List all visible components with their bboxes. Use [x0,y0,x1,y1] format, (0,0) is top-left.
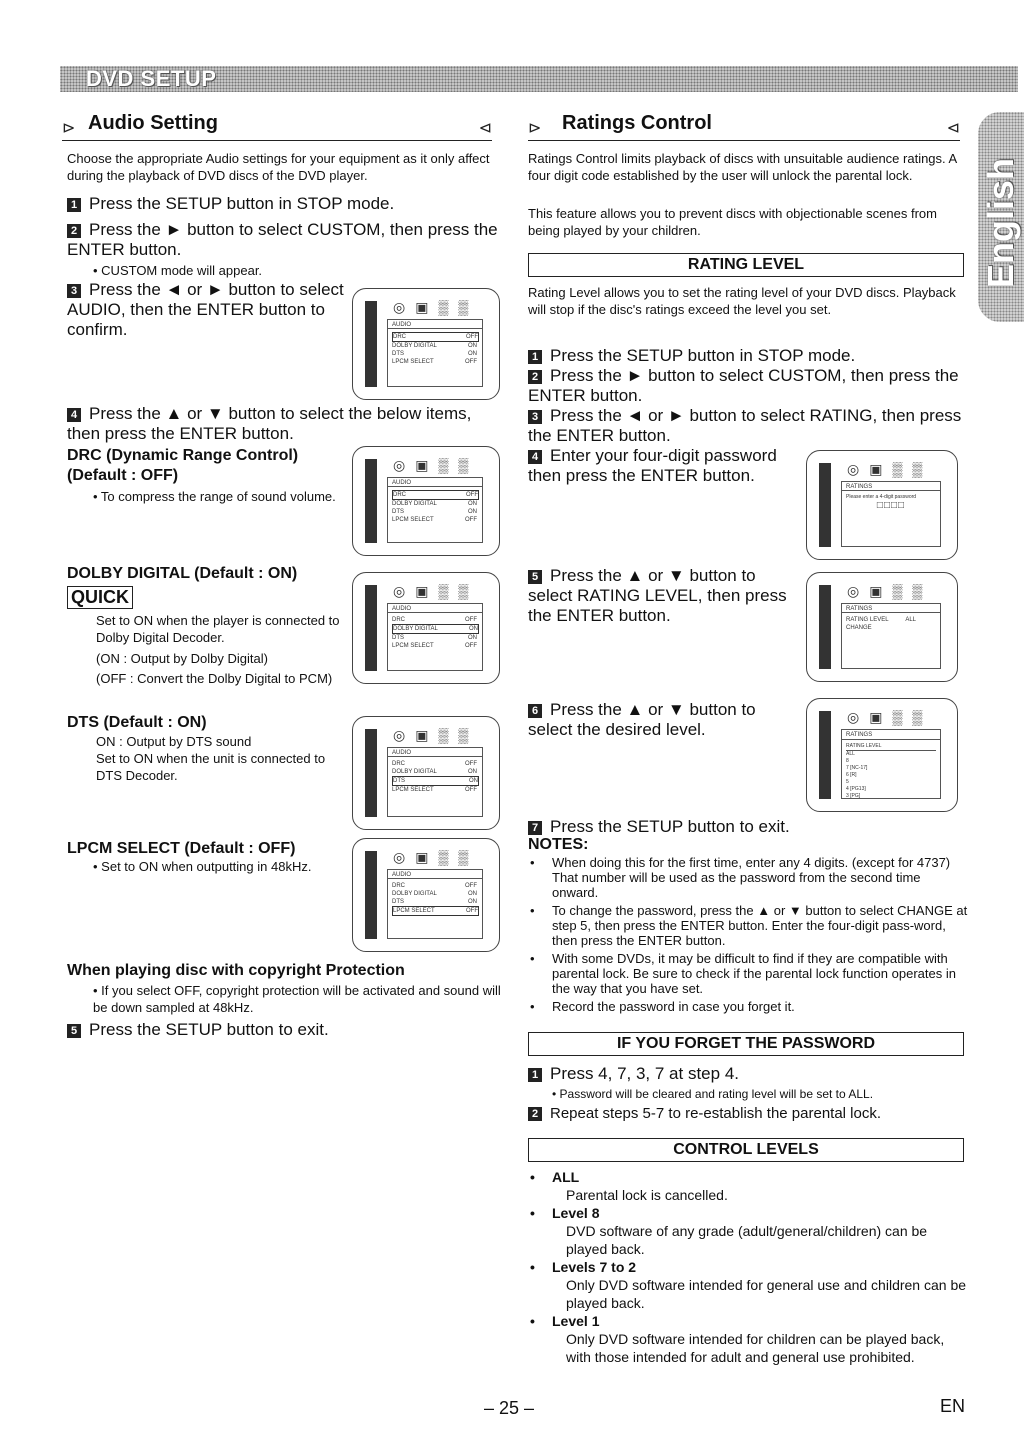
step-number-1: 1 [528,1068,542,1082]
screen-sidebar [819,711,831,799]
screen-audio-dts [352,716,500,830]
level-desc: Parental lock is cancelled. [566,1187,728,1203]
ratings-control-header [528,114,960,141]
step-number-2: 2 [528,1107,542,1121]
audio-menu: AUDIO DRC OFF DOLBY DIGITAL ON DTS ON LPCM SELECT OFF [387,869,483,939]
control-levels-list [528,1168,968,1366]
ratings-intro-2: This feature allows you to prevent discs with objectionable scenes from being played by your children. [528,206,937,238]
screen-sidebar [819,585,831,669]
audio-menu: AUDIO DRC OFF DOLBY DIGITAL ON DTS ON LPCM SELECT OFF [387,747,483,817]
audio-step-5: 5 Press the SETUP button to exit. [67,1020,329,1040]
drc-title: DRC (Dynamic Range Control) (Default : OFF) [67,447,299,484]
screen-rating-select [806,698,958,812]
language-tab [978,112,1024,322]
step-number-2: 2 [528,370,542,384]
menu-icons: ◎▣▒▒ [393,457,479,473]
rating-step-4: 4 Enter your four-digit password then press the ENTER button. [528,446,777,485]
arrow-right-icon: ⊲ [478,120,492,137]
ratings-control-title: Ratings Control [562,112,712,134]
audio-menu: AUDIO DRC OFF DOLBY DIGITAL ON DTS ON LPCM SELECT OFF [387,603,483,671]
rating-step-7: 7 Press the SETUP button to exit. [528,817,968,837]
step-number-3: 3 [67,284,81,298]
level-name: • Level 8 [528,1204,968,1222]
arrow-left-icon: ⊳ [62,120,76,137]
screen-sidebar [365,585,377,671]
forget-step-2: 2 Repeat steps 5-7 to re-establish the parental lock. [528,1105,881,1122]
screen-sidebar [365,729,377,817]
audio-setting-header [62,114,492,141]
screen-audio-1 [352,288,500,400]
ratings-intro-1: Ratings Control limits playback of discs with unsuitable audience ratings. A four digit code established by the user will unlock the parental lock. [528,151,957,183]
menu-icons: ◎▣▒▒ [393,849,479,865]
forget-password-heading: IF YOU FORGET THE PASSWORD [528,1032,964,1056]
note-item: • With some DVDs, it may be difficult to find if they are compatible with parental lock. Be sure to check if the parental lock function operates in the way that you have set. [528,951,968,996]
level-desc: Only DVD software intended for general use and children can be played back. [566,1277,967,1311]
control-levels-heading: CONTROL LEVELS [528,1138,964,1162]
dolby-text-3: (OFF : Convert the Dolby Digital to PCM) [96,671,333,686]
rating-step-3: 3 Press the ◄ or ► button to select RATING, then press the ENTER button. [528,406,962,445]
audio-step-2-note: • CUSTOM mode will appear. [93,263,263,278]
copyright-title: When playing disc with copyright Protection [67,962,405,979]
note-item: • When doing this for the first time, enter any 4 digits. (except for 4737) That number will be used as the password from the second time onward. [528,855,968,900]
audio-intro: Choose the appropriate Audio settings for your equipment as it only affect during the playback of DVD discs of the DVD player. [67,151,490,183]
rating-level-intro: Rating Level allows you to set the rating level of your DVD discs. Playback will stop if the disc's ratings exceed the level you set. [528,285,956,317]
dolby-text-1: Set to ON when the player is connected to Dolby Digital Decoder. [96,613,340,645]
step-number-4: 4 [67,408,81,422]
menu-icons: ◎▣▒▒ [393,727,479,743]
step-number-1: 1 [67,198,81,212]
level-name: • Levels 7 to 2 [528,1258,968,1276]
step-number-4: 4 [528,450,542,464]
step-number-2: 2 [67,224,81,238]
lpcm-title: LPCM SELECT (Default : OFF) [67,840,296,857]
screen-audio-dolby [352,572,500,684]
screen-rating-level [806,572,958,682]
audio-step-2: 2 Press the ► button to select CUSTOM, then press the ENTER button. [67,220,498,259]
audio-setting-title: Audio Setting [88,112,218,134]
screen-sidebar [819,463,831,547]
screen-sidebar [365,851,377,939]
rating-menu: RATINGS Please enter a 4-digit password □□□□ [841,481,941,547]
step-number-5: 5 [67,1024,81,1038]
menu-icons: ◎▣▒▒ [847,709,933,725]
copyright-note: • If you select OFF, copyright protection will be activated and sound will be down sampled at 48kHz. [93,983,501,1015]
arrow-right-icon: ⊲ [946,120,960,137]
dts-text-1: ON : Output by DTS sound [96,734,252,749]
language-code: EN [940,1396,966,1416]
step-number-1: 1 [528,350,542,364]
menu-icons: ◎▣▒▒ [393,299,479,315]
dolby-text-2: (ON : Output by Dolby Digital) [96,651,268,666]
level-desc: DVD software of any grade (adult/general/children) can be played back. [566,1223,928,1257]
note-item: • To change the password, press the ▲ or ▼ button to select CHANGE at step 5, then press the ENTER button. Enter the four-digit pass-word, then press the ENTER button. [528,903,968,948]
screen-sidebar [365,459,377,543]
rating-step-6: 6 Press the ▲ or ▼ button to select the desired level. [528,700,756,739]
language-tab-label: English [980,158,1021,289]
screen-audio-lpcm [352,838,500,952]
step-number-6: 6 [528,704,542,718]
notes-list [528,855,968,1014]
audio-step-3: 3 Press the ◄ or ► button to select AUDIO, then the ENTER button to confirm. [67,280,344,339]
page-number: – 25 – [484,1398,535,1418]
dts-text-2: Set to ON when the unit is connected to DTS Decoder. [96,751,326,783]
note-item: • Record the password in case you forget it. [528,999,968,1014]
arrow-left-icon: ⊳ [528,120,542,137]
screen-sidebar [365,301,377,387]
audio-menu: AUDIO DRC OFF DOLBY DIGITAL ON DTS ON LPCM SELECT OFF [387,319,483,387]
rating-step-2: 2 Press the ► button to select CUSTOM, then press the ENTER button. [528,366,959,405]
dts-title: DTS (Default : ON) [67,714,207,731]
rating-level-heading: RATING LEVEL [528,253,964,277]
forget-step-1-note: • Password will be cleared and rating level will be set to ALL. [552,1087,874,1101]
section-banner [60,66,1018,92]
menu-icons: ◎▣▒▒ [393,583,479,599]
lpcm-note: • Set to ON when outputting in 48kHz. [93,859,312,874]
screen-audio-drc [352,446,500,556]
menu-icons: ◎▣▒▒ [847,583,933,599]
rating-menu: RATINGS RATING LEVEL ALL 8 7 [NC-17] 6 [R] 5 4 [PG13] 3 [PG] [841,729,941,799]
rating-step-5: 5 Press the ▲ or ▼ button to select RATING LEVEL, then press the ENTER button. [528,566,787,625]
step-number-7: 7 [528,821,542,835]
banner-title: DVD SETUP [86,66,217,91]
menu-icons: ◎▣▒▒ [847,461,933,477]
forget-step-1: 1 Press 4, 7, 3, 7 at step 4. [528,1064,739,1084]
level-name: • Level 1 [528,1312,968,1330]
audio-step-4: 4 Press the ▲ or ▼ button to select the below items, then press the ENTER button. [67,404,472,443]
level-name: • ALL [528,1168,968,1186]
notes-title: NOTES: [528,836,589,853]
rating-step-1: 1 Press the SETUP button in STOP mode. [528,346,968,366]
level-desc: Only DVD software intended for children can be played back, with those intended for adult and general use prohibited. [566,1331,945,1365]
rating-menu: RATINGS RATING LEVEL ALL CHANGE [841,603,941,669]
screen-rating-password [806,450,958,560]
step-number-5: 5 [528,570,542,584]
audio-step-1: 1 Press the SETUP button in STOP mode. [67,194,497,214]
drc-note: • To compress the range of sound volume. [93,489,336,504]
audio-menu: AUDIO DRC OFF DOLBY DIGITAL ON DTS ON LPCM SELECT OFF [387,477,483,543]
step-number-3: 3 [528,410,542,424]
dolby-title: DOLBY DIGITAL (Default : ON) [67,565,298,582]
quick-badge: QUICK [67,586,133,609]
